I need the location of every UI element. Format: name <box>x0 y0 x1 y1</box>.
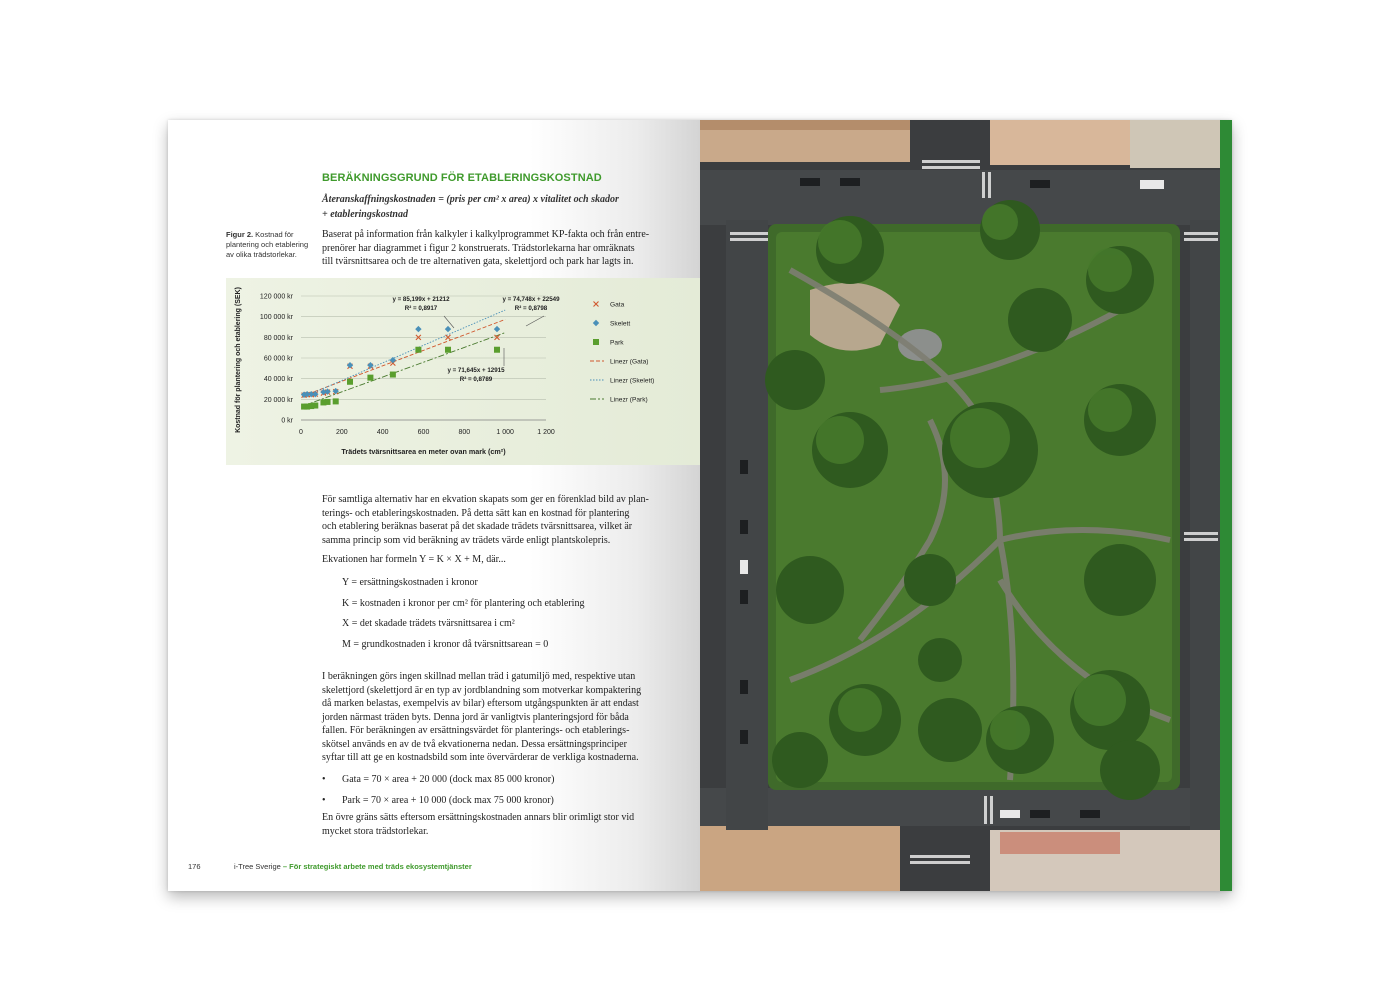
text-line: och etablering beräknas baserat på det skadade trädets tvärsnittsarea, vilket är <box>322 521 633 532</box>
text-line: samma princip som vid beräkning av trädets värde enligt plantskolepris. <box>322 534 611 546</box>
cost-chart <box>226 278 700 465</box>
y-axis-label: Kostnad för plantering och etablering (SEK) <box>235 287 242 433</box>
legend-label: Park <box>610 339 624 347</box>
data-point <box>333 398 339 404</box>
text-line: skötsel används en av de två ekvationerna nedan. Dessa ersättningsprinciper <box>322 738 627 750</box>
definition-x: X = det skadade trädets tvärsnittsarea i cm² <box>342 618 515 630</box>
section-heading: BERÄKNINGSGRUND FÖR ETABLERINGSKOSTNAD <box>322 172 602 184</box>
data-point <box>347 379 353 385</box>
legend-label: Skelett <box>610 320 631 328</box>
y-tick-label: 60 000 kr <box>263 355 293 363</box>
x-tick-label: 400 <box>376 429 389 436</box>
y-tick-label: 120 000 kr <box>259 293 293 301</box>
text-line: För samtliga alternativ har en ekvation skapats som ger en förenklad bild av plan- <box>322 494 649 505</box>
legend-label: Linezr (Skelett) <box>610 377 655 385</box>
definition-k: K = kostnaden i kronor per cm² för plantering och etablering <box>342 597 585 609</box>
paragraph-3 <box>322 811 682 838</box>
equation-intro: Ekvationen har formeln Y = K × X + M, där... <box>322 554 506 565</box>
text-line: I beräkningen görs ingen skillnad mellan träd i gatumiljö med, respektive utan <box>322 671 636 682</box>
x-tick-label: 1 200 <box>537 429 555 436</box>
y-tick-label: 80 000 kr <box>263 334 293 342</box>
footer-title: i-Tree Sverige <box>234 862 283 871</box>
y-tick-label: 100 000 kr <box>259 314 293 322</box>
aerial-park-photo <box>700 120 1220 891</box>
text-line: till tvärsnittsarea och de tre alternativen gata, skelettjord och park har lagts in. <box>322 256 634 267</box>
left-page <box>168 120 700 891</box>
definition-m: M = grundkostnaden i kronor då tvärsnittsarean = 0 <box>342 639 549 651</box>
x-tick-label: 200 <box>335 429 348 436</box>
bullet-gata: • Gata = 70 × area + 20 000 (dock max 85 000 kronor) <box>322 770 682 791</box>
x-tick-label: 0 <box>299 429 303 436</box>
y-tick-label: 40 000 kr <box>263 376 293 384</box>
intro-paragraph <box>322 228 682 269</box>
annotation-arrow <box>444 316 454 328</box>
text-line: skelettjord (skelettjord är en typ av jordblandning som motverkar kompaktering <box>322 684 642 696</box>
book-spread <box>168 120 1232 891</box>
x-axis-label: Trädets tvärsnittsarea en meter ovan mark (cm²) <box>341 447 506 456</box>
text-line: En övre gräns sätts eftersom ersättningskostnaden annars blir orimligt stor vid <box>322 812 635 823</box>
page-number: 176 <box>188 862 201 871</box>
definition-list <box>322 573 682 656</box>
data-point <box>325 399 331 405</box>
data-point <box>415 326 421 332</box>
trendline-r2: R² = 0,8917 <box>404 305 438 312</box>
x-tick-label: 1 000 <box>496 429 514 436</box>
text-line: mycket stora trädstorlekar. <box>322 825 429 837</box>
trendline-equation: y = 85,199x + 21212 <box>392 296 450 303</box>
data-point <box>347 362 353 368</box>
page-footer <box>188 862 472 871</box>
x-tick-label: 800 <box>458 429 471 436</box>
annotation-arrow <box>526 316 544 326</box>
cost-formula <box>322 192 622 222</box>
text-line: då marken belastas, exempelvis av bilar) eftersom utgångspunkten är att endast <box>322 698 639 709</box>
right-page <box>700 120 1232 891</box>
data-point <box>494 347 500 353</box>
trendline-r2: R² = 0,8789 <box>459 376 493 383</box>
data-point <box>494 326 500 332</box>
x-tick-label: 600 <box>417 429 430 436</box>
trendline <box>303 319 505 395</box>
legend-label: Linezr (Gata) <box>610 358 649 366</box>
data-point <box>445 326 451 332</box>
data-point <box>415 347 421 353</box>
legend-marker <box>593 339 599 345</box>
data-point <box>445 347 451 353</box>
data-point <box>312 403 318 409</box>
trendline <box>303 310 505 397</box>
chart-svg <box>226 278 700 465</box>
legend-marker <box>593 320 599 326</box>
caption-text: Kostnad för plantering och etablering av olika trädstorlekar. <box>226 230 309 259</box>
trendline-equation: y = 74,748x + 22549 <box>502 296 560 303</box>
data-point <box>390 372 396 378</box>
legend-label: Gata <box>610 301 625 309</box>
y-tick-label: 20 000 kr <box>263 396 293 404</box>
text-line: fallen. För beräkningen av ersättningsvärdet för planterings- och etablerings- <box>322 725 630 736</box>
caption-label: Figur 2. <box>226 230 254 239</box>
green-edge-strip <box>1220 120 1232 891</box>
y-tick-label: 0 kr <box>281 417 293 425</box>
text-line: terings- och etableringskostnaden. På detta sätt kan en kostnad för plantering <box>322 507 630 519</box>
data-point <box>367 375 373 381</box>
figure-caption <box>226 230 316 260</box>
footer-subtitle: – För strategiskt arbete med träds ekosystemtjänster <box>282 862 472 871</box>
text-line: syftar till att ge en kostnadsbild som inte övervärderar de verkliga kostnaderna. <box>322 752 639 763</box>
bullet-list <box>322 770 682 811</box>
legend-label: Linezr (Park) <box>610 396 648 404</box>
text-line: Baserat på information från kalkyler i kalkylprogrammet KP-fakta och från entre- <box>322 229 650 240</box>
formula-line-1: Återanskaffningskostnaden = (pris per cm² x area) x vitalitet och skador <box>322 194 619 205</box>
paragraph-2 <box>322 670 682 765</box>
trendline-r2: R² = 0,8798 <box>514 305 548 312</box>
text-line: jorden närmast träden byts. Denna jord är vanligtvis planteringsjord för båda <box>322 711 629 723</box>
text-line: prenörer har diagrammet i figur 2 konstruerats. Trädstorlekarna har omräknats <box>322 242 635 254</box>
bullet-park: • Park = 70 × area + 10 000 (dock max 75 000 kronor) <box>322 791 682 812</box>
legend-marker <box>594 302 599 307</box>
formula-line-2: + etableringskostnad <box>322 209 408 220</box>
paragraph-1 <box>322 493 682 547</box>
trendline-equation: y = 71,645x + 12915 <box>447 367 505 374</box>
definition-y: Y = ersättningskostnaden i kronor <box>342 577 478 588</box>
